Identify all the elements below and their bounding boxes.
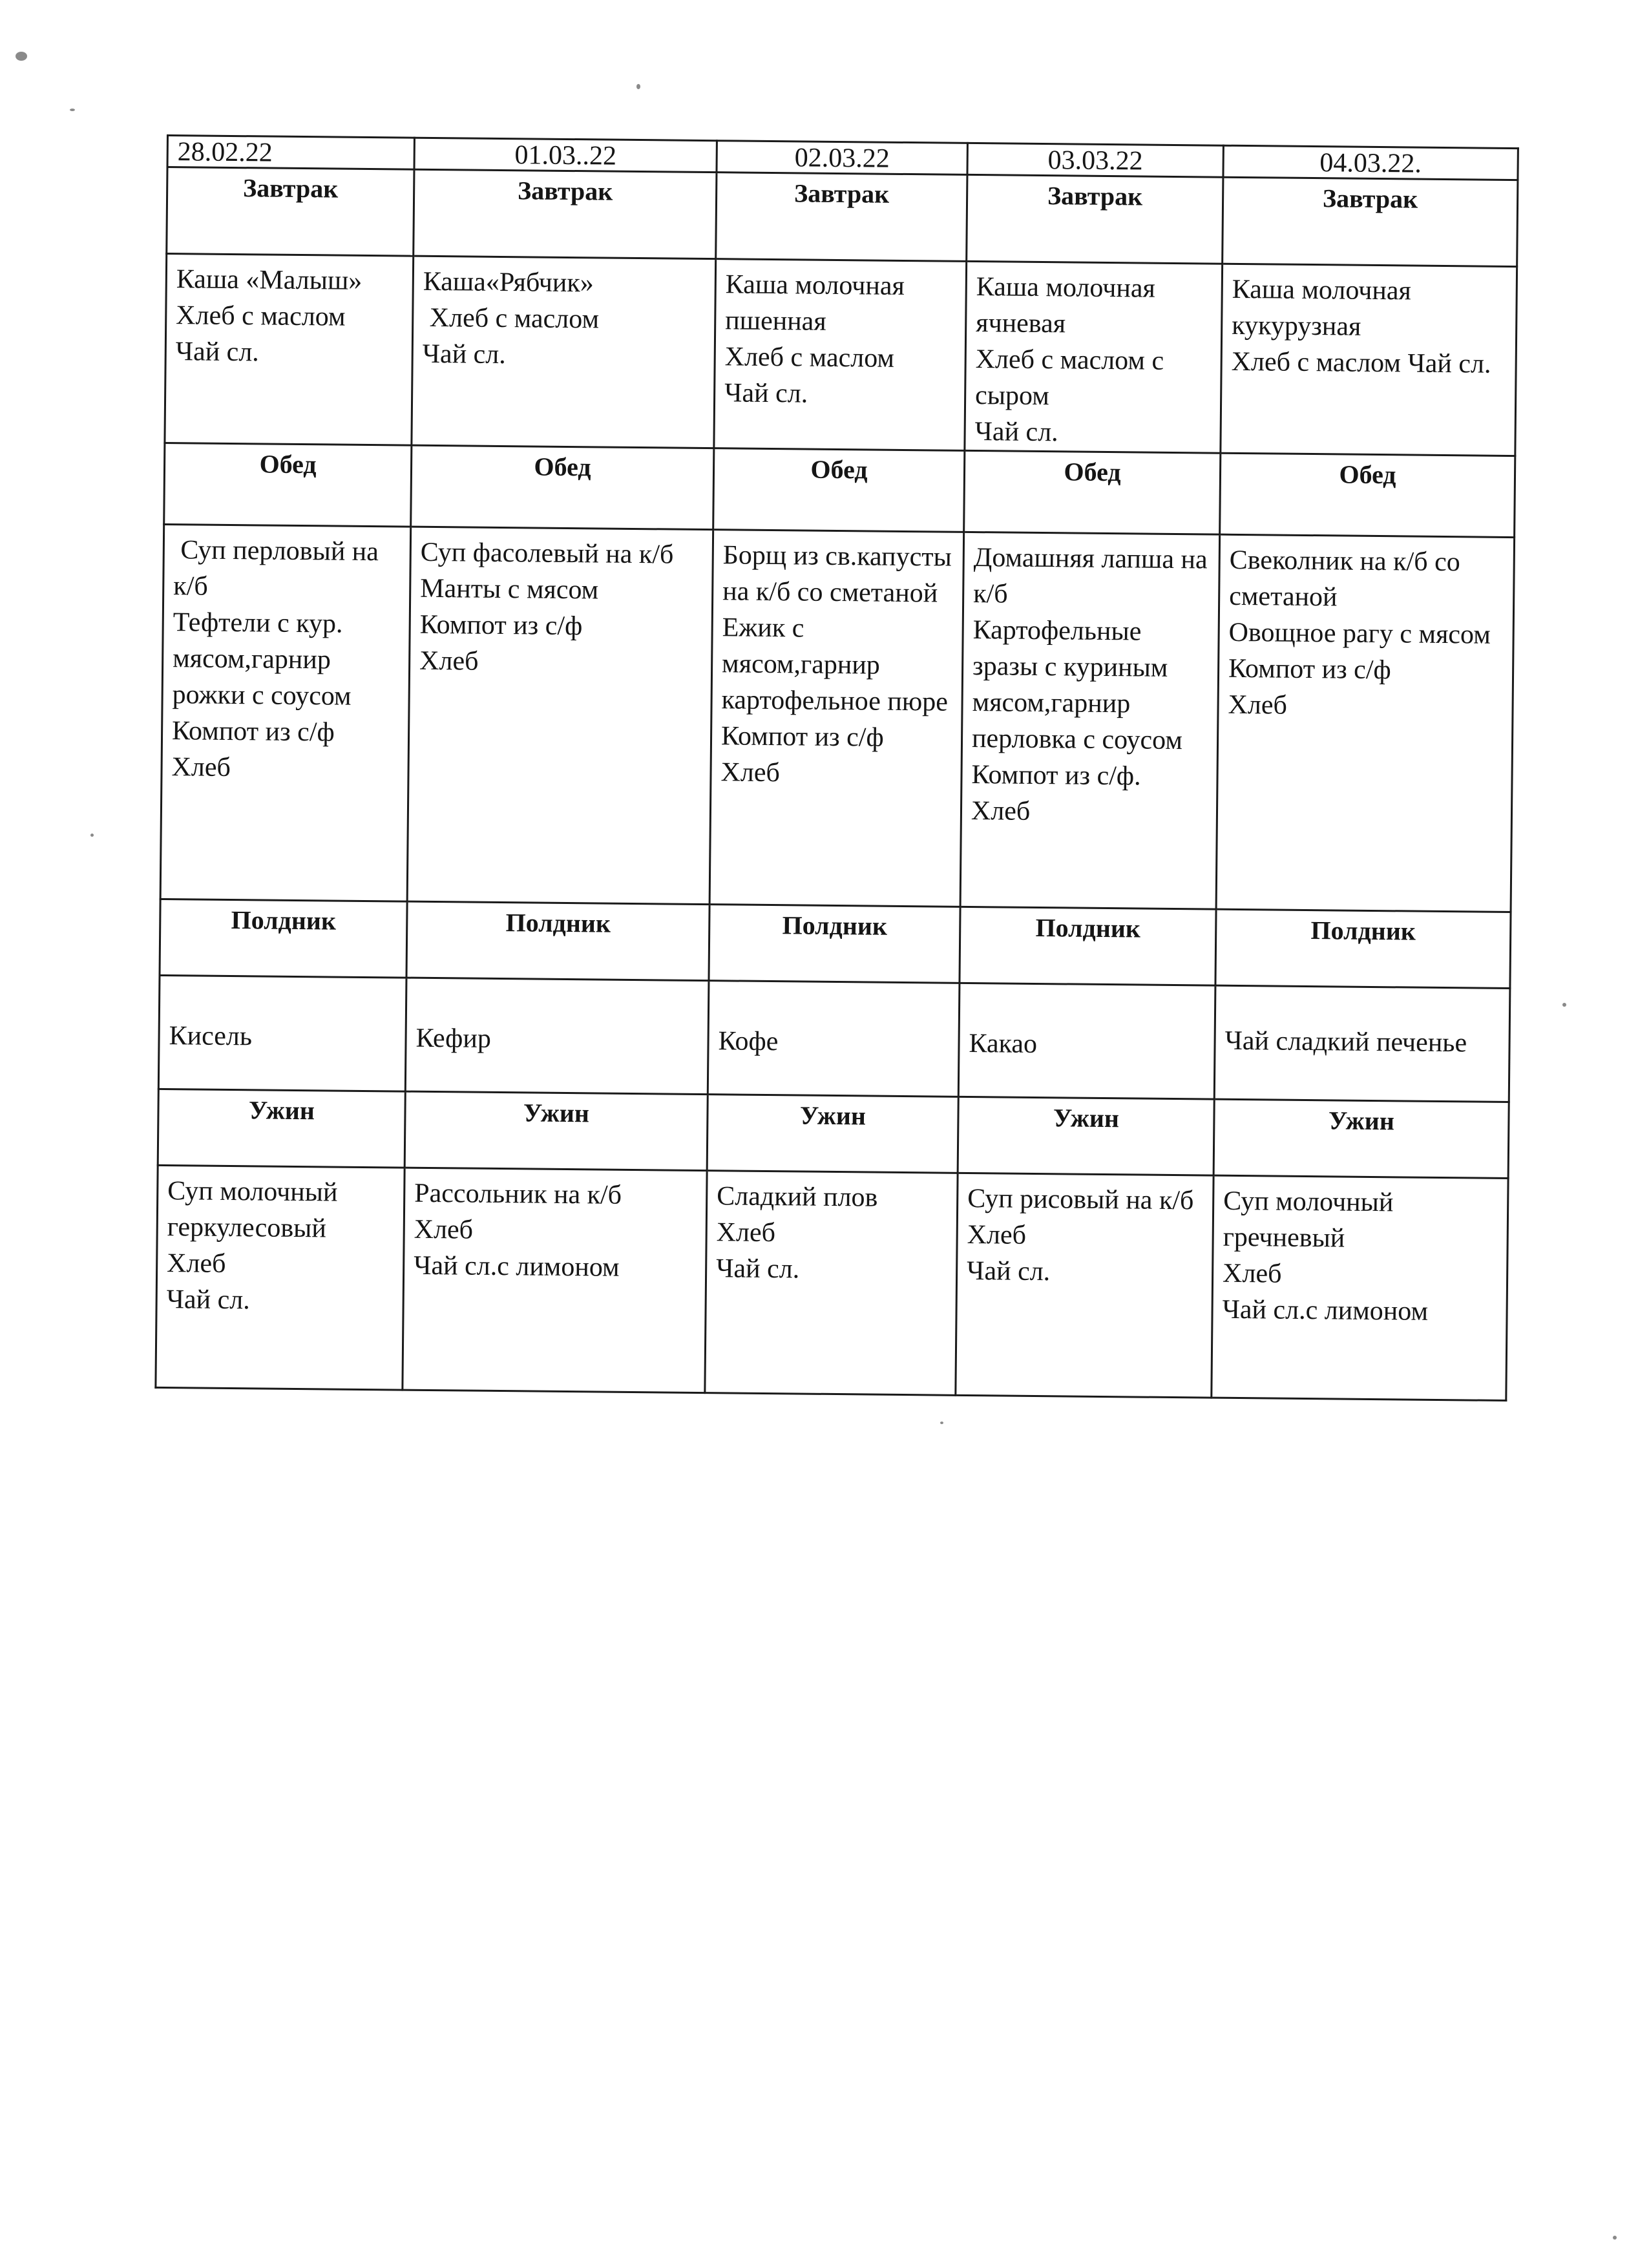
scan-speck: [70, 109, 75, 111]
dish-line: Хлеб: [1228, 689, 1288, 720]
weekly-menu-table: [154, 134, 1519, 1402]
date-cell: 04.03.22.: [1223, 145, 1518, 180]
dish-line: Чай сл.: [724, 378, 808, 409]
dish-line: Каша«Рябчик»: [423, 266, 594, 299]
dish-line: Хлеб с маслом: [724, 342, 895, 373]
scan-speck: [1562, 1003, 1566, 1007]
dish-line: Компот из с/ф: [419, 609, 583, 642]
dish-line: Чай сл.: [175, 337, 260, 368]
scan-speck: [16, 52, 27, 61]
dish-cell: [705, 1171, 958, 1396]
dish-cell: [958, 983, 1215, 1099]
dish-line: Хлеб с маслом: [176, 300, 346, 332]
breakfast-heading-row: [167, 167, 1518, 267]
dish-line: Чай сл.: [966, 1255, 1051, 1287]
meal-heading: Завтрак: [167, 167, 414, 257]
meal-heading: Ужин: [707, 1095, 958, 1173]
dish-line: Чай сл.: [715, 1254, 800, 1285]
meal-heading: Ужин: [404, 1091, 708, 1170]
dish-line: Овощное рагу с мясом: [1228, 617, 1491, 650]
meal-heading: Полдник: [406, 901, 709, 980]
dish-line: Чай сл.: [166, 1285, 250, 1316]
meal-heading: Обед: [411, 445, 714, 529]
dish-cell: [1216, 534, 1515, 912]
dish-line: Хлеб с маслом: [423, 302, 600, 335]
meal-heading: Обед: [964, 450, 1221, 534]
dish-cell: [708, 981, 960, 1097]
lunch-dishes-row: [160, 524, 1514, 912]
scan-speck: [1613, 2236, 1617, 2240]
dish-line: Компот из с/ф: [1228, 653, 1391, 686]
meal-heading: Ужин: [958, 1097, 1214, 1175]
dish-line: Каша молочная пшенная: [725, 269, 905, 337]
dish-line: Тефтели с кур. мясом,гарнир рожки с соусом: [172, 607, 352, 711]
dish-cell: [1212, 1175, 1508, 1400]
dish-line: Сладкий плов: [717, 1181, 878, 1213]
dish-cell: [405, 978, 709, 1094]
dish-cell: [714, 259, 967, 451]
snack-heading-row: [160, 899, 1511, 988]
dinner-heading-row: [158, 1089, 1509, 1178]
meal-heading: Завтрак: [414, 169, 717, 258]
dish-line: Кефир: [415, 1023, 492, 1054]
scan-speck: [940, 1422, 943, 1424]
dish-line: Компот из с/ф.: [971, 760, 1141, 792]
dish-cell: [1221, 264, 1517, 456]
dish-line: Хлеб: [414, 1214, 474, 1245]
date-cell: 28.02.22: [167, 136, 414, 170]
meal-heading: Завтрак: [1223, 177, 1518, 266]
dish-line: Хлеб с маслом Чай сл.: [1231, 346, 1491, 379]
dish-cell: [956, 1173, 1213, 1398]
dish-line: Домашняя лапша на к/б: [973, 543, 1208, 609]
dish-line: Хлеб: [171, 752, 231, 782]
dish-cell: [1214, 985, 1510, 1102]
dish-cell: [407, 527, 713, 904]
snack-dishes-row: [158, 975, 1510, 1102]
dish-line: Чай сл.: [422, 339, 506, 370]
dish-line: Хлеб: [971, 796, 1031, 826]
dish-line: Борщ из св.капусты на к/б со сметаной: [722, 540, 952, 609]
dish-cell: [965, 261, 1223, 453]
dish-line: Хлеб: [419, 646, 479, 677]
meal-heading: Обед: [1220, 453, 1515, 537]
dish-line: Суп молочный гречневый: [1223, 1186, 1394, 1254]
meal-heading: Ужин: [158, 1089, 405, 1168]
dish-line: Картофельные зразы с куриным мясом,гарнир перловка с соусом: [971, 615, 1183, 756]
dish-line: Каша «Малыш»: [176, 264, 362, 296]
dish-cell: [156, 1165, 404, 1390]
date-cell: 01.03..22: [414, 138, 717, 172]
dish-line: Хлеб с маслом с сыром: [974, 344, 1164, 412]
dish-line: Рассольник на к/б: [414, 1178, 622, 1210]
dish-line: Суп молочный геркулесовый: [167, 1176, 338, 1244]
dish-line: Компот из с/ф: [171, 716, 335, 748]
dish-line: Кисель: [169, 1021, 253, 1052]
dish-line: Чай сл.с лимоном: [1222, 1294, 1429, 1327]
dish-line: Хлеб: [967, 1219, 1027, 1250]
dish-line: Каша молочная кукурузная: [1232, 274, 1412, 342]
dinner-dishes-row: [156, 1165, 1508, 1400]
meal-heading: Полдник: [709, 905, 960, 983]
date-cell: 03.03.22: [967, 143, 1223, 177]
dish-cell: [158, 975, 406, 1091]
meal-heading: Полдник: [960, 907, 1216, 985]
dish-line: Суп рисовый на к/б: [967, 1183, 1194, 1216]
dish-line: Чай сладкий печенье: [1224, 1025, 1467, 1058]
dish-line: Суп перловый на к/б: [173, 535, 386, 602]
dish-line: Компот из с/ф: [720, 721, 884, 753]
dish-line: Ежик с мясом,гарнир картофельное пюре: [721, 613, 949, 717]
dish-line: Чай сл.: [974, 417, 1058, 448]
dish-line: Хлеб: [1222, 1258, 1282, 1289]
dish-line: Чай сл.с лимоном: [413, 1250, 620, 1283]
meal-heading: Полдник: [1215, 909, 1511, 988]
dish-line: Хлеб: [716, 1217, 776, 1248]
dish-line: Хлеб: [167, 1248, 226, 1279]
dish-line: Каша молочная ячневая: [976, 272, 1156, 339]
dish-cell: [160, 524, 411, 901]
scan-speck: [636, 84, 640, 89]
breakfast-dishes-row: [165, 254, 1517, 456]
dish-cell: [412, 256, 716, 448]
dish-line: Манты с мясом: [420, 573, 599, 605]
meal-heading: Обед: [713, 448, 965, 532]
meal-heading: Обед: [164, 443, 412, 527]
dish-line: Хлеб: [720, 757, 781, 788]
meal-heading: Завтрак: [967, 174, 1223, 264]
dish-line: Кофе: [718, 1026, 779, 1057]
dish-cell: [709, 530, 964, 907]
dish-cell: [960, 532, 1220, 909]
dish-line: Какао: [969, 1028, 1038, 1059]
dish-line: Свеколник на к/б со сметаной: [1228, 545, 1460, 613]
dish-cell: [165, 254, 414, 446]
date-cell: 02.03.22: [717, 141, 967, 175]
dish-line: Суп фасолевый на к/б: [420, 537, 674, 570]
dish-cell: [403, 1168, 707, 1392]
lunch-heading-row: [164, 443, 1515, 537]
meal-heading: Ужин: [1213, 1099, 1509, 1178]
scan-speck: [90, 834, 94, 837]
meal-heading: Полдник: [160, 899, 407, 978]
meal-heading: Завтрак: [716, 173, 967, 262]
